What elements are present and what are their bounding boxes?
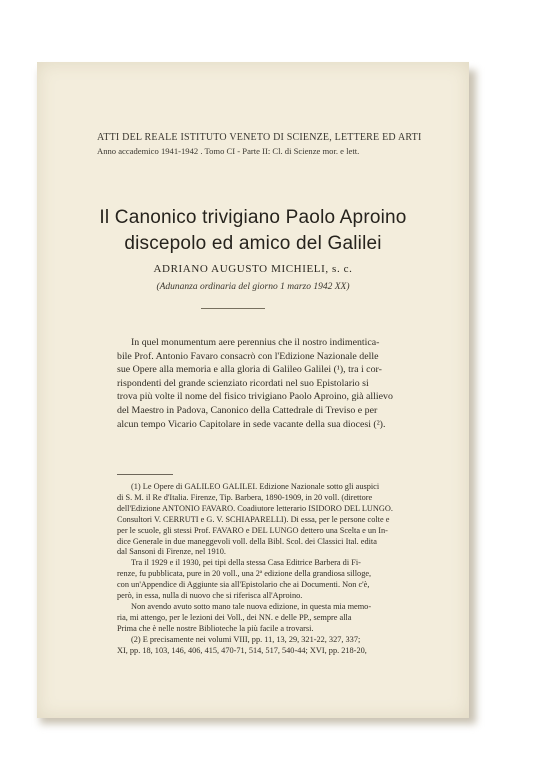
body-paragraph — [117, 336, 429, 431]
footnote-line: di S. M. il Re d'Italia. Firenze, Tip. Barbera, 1890-1909, in 20 voll. (direttore — [117, 492, 373, 502]
author: ADRIANO AUGUSTO MICHIELI, s. c. — [153, 263, 353, 275]
footnote-line: dal Sansoni di Firenze, nel 1910. — [117, 547, 226, 557]
title-line-2: discepolo ed amico del Galilei — [124, 233, 382, 254]
footnote-line: renze, fu pubblicata, pure in 20 voll., una 2ª edizione della grandiosa silloge, — [117, 569, 372, 579]
footnote-line: dice Generale in due maneggevoli voll. della Bibl. Scol. dei Classici Ital. edita — [117, 536, 377, 546]
footnote-line: (1) Le Opere di GALILEO GALILEI. Edizione Nazionale sotto gli auspici — [131, 482, 380, 491]
footnote-line: con un'Appendice di Aggiunte sia all'Epistolario che ai Documenti. Non c'è, — [117, 580, 370, 590]
body-line: bile Prof. Antonio Favaro consacrò con l'Edizione Nazionale delle — [117, 350, 379, 362]
footnote-line: ria, mi attengo, per le lezioni dei Voll., dei NN. e delle PP., sempre alla — [117, 612, 352, 622]
footnote-line: (2) E precisamente nei volumi VIII, pp. 11, 13, 29, 321-22, 327, 337; — [131, 634, 361, 644]
session-note: (Adunanza ordinaria del giorno 1 marzo 1942 XX) — [156, 282, 350, 292]
body-line: In quel monumentum aere perennius che il nostro indimentica- — [131, 337, 380, 348]
title-line-1: Il Canonico trivigiano Paolo Aproino — [99, 207, 407, 228]
body-line: alcun tempo Vicario Capitolare in sede vacante della sua diocesi (²). — [117, 418, 386, 430]
footnote-line: Tra il 1929 e il 1930, pei tipi della stessa Casa Editrice Barbera di Fi- — [131, 558, 361, 568]
journal-header: ATTI DEL REALE ISTITUTO VENETO DI SCIENZE, LETTERE ED ARTI — [97, 132, 422, 143]
body-line: trova più volte il nome del fisico trivigiano Paolo Aproino, già allievo — [117, 391, 393, 403]
document-page — [37, 62, 469, 718]
footnote-line: Prima che è nelle nostre Biblioteche la più facile a trovarsi. — [117, 623, 314, 633]
footnotes — [117, 482, 429, 657]
body-line: sue Opere alla memoria e alla gloria di Galileo Galilei (¹), tra i cor- — [117, 364, 382, 376]
body-line: rispondenti del grande scienziato ricordati nel suo Epistolario si — [117, 377, 369, 389]
footnote-line: dell'Edizione ANTONIO FAVARO. Coadiutore letterario ISIDORO DEL LUNGO. — [117, 503, 393, 513]
footnote-line: però, in essa, nulla di nuovo che si riferisca all'Aproino. — [117, 591, 303, 601]
body-line: del Maestro in Padova, Canonico della Cattedrale di Treviso e per — [117, 404, 378, 416]
footnote-line: Consultori V. CERRUTI e G. V. SCHIAPARELLI). Di essa, per le persone colte e — [117, 514, 390, 524]
title-separator — [201, 308, 265, 309]
footnote-separator — [117, 474, 173, 475]
footnote-line: per le scuole, gli stessi Prof. FAVARO e DEL LUNGO dettero una Scelta e un In- — [117, 525, 388, 535]
footnote-line: Non avendo avuto sotto mano tale nuova edizione, in questa mia memo- — [131, 601, 372, 611]
footnote-line: XI, pp. 18, 103, 146, 406, 415, 470-71, 514, 517, 540-44; XVI, pp. 218-20, — [117, 645, 367, 655]
journal-subheader: Anno accademico 1941-1942 . Tomo CI - Parte II: Cl. di Scienze mor. e lett. — [97, 146, 360, 156]
